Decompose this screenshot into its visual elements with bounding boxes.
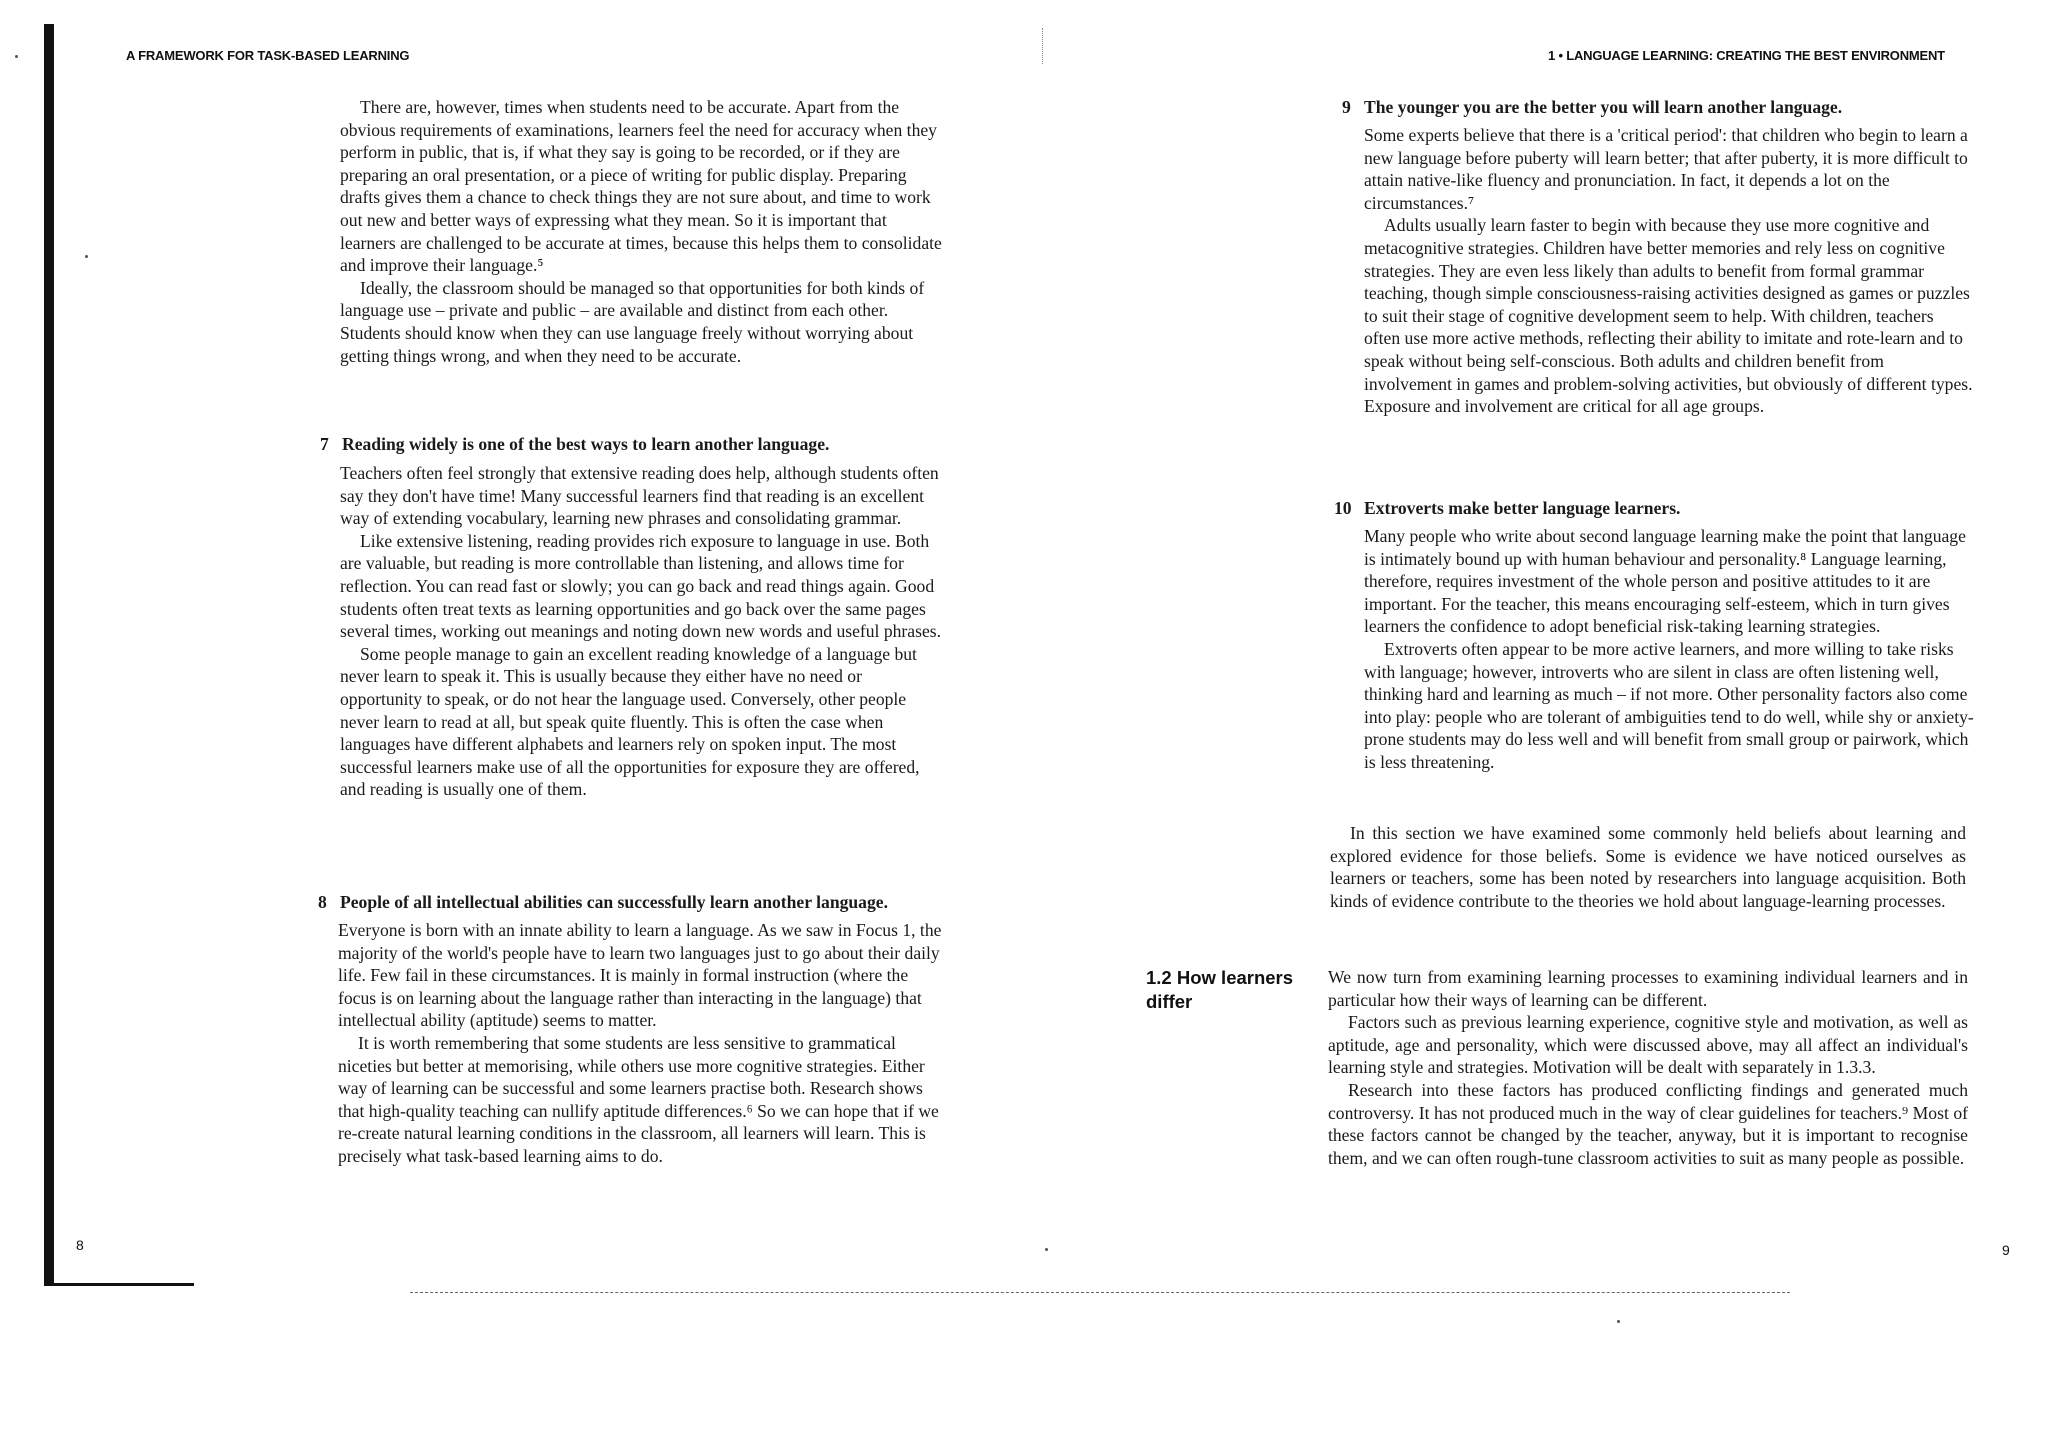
paragraph: Like extensive listening, reading provides rich exposure to language in use. Both are valuable, but reading is more controllable than listening, and allows time for reflection. You can read fast or slowly; you can go back and read things again. Good students often treat texts as learning opportunities and go back over the same pages several times, working out meanings and noting down new words and useful phrases. [340,530,942,642]
scan-speck [15,55,18,58]
item-7-body [340,462,948,801]
paragraph: Adults usually learn faster to begin with because they use more cognitive and metacognitive strategies. Children have better memories and rely less on cognitive strategies. They are even less likely than adults to benefit from formal grammar teaching, though simple consciousness-raising activities designed as games or puzzles to suit their stage of cognitive development seem to help. With children, teachers often use more active methods, reflecting their ability to imitate and rote-learn and to speak without being self-conscious. Both adults and children benefit from involvement in games and problem-solving activities, but obviously of different types. Exposure and involvement are critical for all age groups. [1364,215,1973,417]
page-bottom-rule [44,1283,194,1286]
item-heading-text: People of all intellectual abilities can successfully learn another language. [340,892,888,912]
right-page-number: 9 [2002,1242,2010,1258]
item-heading-text: Reading widely is one of the best ways to learn another language. [342,434,830,454]
item-10-heading [1334,497,1984,519]
paragraph: In this section we have examined some commonly held beliefs about learning and explored evidence for those beliefs. Some is evidence we have noticed ourselves as learners or teachers, some has been noted by researchers into language acquisition. Both kinds of evidence contribute to the theories we hold about language-learning processes. [1330,823,1966,911]
item-heading-text: The younger you are the better you will learn another language. [1364,97,1843,117]
left-intro-text [340,96,945,367]
item-8-body [338,919,946,1168]
scan-speck [1045,1248,1048,1251]
item-9-heading [1342,96,1984,118]
binding-edge [44,24,54,1286]
section-title: How learners differ [1146,967,1294,1012]
item-10-body [1364,525,1974,774]
paragraph: There are, however, times when students need to be accurate. Apart from the obvious requirements of examinations, learners feel the need for accuracy when they perform in public, that is, if what they say is going to be recorded, or if they are preparing an oral presentation, or a piece of writing for public display. Preparing drafts gives them a chance to check things they are not sure about, and time to work out new and better ways of expressing what they mean. So it is important that learners are challenged to be accurate at times, because this helps them to consolidate and improve their language.⁵ [340,97,942,276]
item-number: 9 [1342,97,1351,117]
paragraph: Some people manage to gain an excellent reading knowledge of a language but never learn to speak it. This is usually because they either have no need or opportunity to speak, or do not hear the language used. Conversely, other people never learn to read at all, but speak quite fluently. This is often the case when languages have different alphabets and learners rely on spoken input. The most successful learners make use of all the opportunities for exposure they are offered, and reading is usually one of them. [340,643,920,800]
paragraph: We now turn from examining learning processes to examining individual learners and in particular how their ways of learning can be different. [1328,967,1968,1010]
scan-speck [85,255,88,258]
section-number: 1.2 [1146,967,1172,988]
paragraph: Ideally, the classroom should be managed so that opportunities for both kinds of language use – private and public – are available and distinct from each other. Students should know when they can use language freely without worrying about getting things wrong, and when they need to be accurate. [340,277,925,366]
paragraph: Everyone is born with an innate ability to learn a language. As we saw in Focus 1, the majority of the world's people have to learn two languages just to go about their daily life. Few fail in these circumstances. It is mainly in formal instruction (where the focus is on learning about the language rather than interacting in the language) that intellectual ability (aptitude) seems to matter. [338,920,942,1031]
item-number: 10 [1334,498,1352,518]
right-page [1030,0,2048,1300]
left-running-head: A FRAMEWORK FOR TASK-BASED LEARNING [126,48,410,63]
left-page [0,0,1020,1300]
paragraph: Factors such as previous learning experience, cognitive style and motivation, as well as aptitude, age and personality, which were discussed above, may all affect an individual's learning style and strategies. Motivation will be dealt with separately in 1.3.3. [1328,1012,1968,1078]
paragraph: Some experts believe that there is a 'critical period': that children who begin to learn a new language before puberty will learn better; that after puberty, it is more difficult to attain native-like fluency and pronunciation. In fact, it depends a lot on the circumstances.⁷ [1364,125,1968,213]
item-heading-text: Extroverts make better language learners. [1364,498,1681,518]
paragraph: Many people who write about second language learning make the point that language is intimately bound up with human behaviour and personality.⁸ Language learning, therefore, requires investment of the whole person and positive attitudes to it are important. For the teacher, this means encouraging self-esteem, which in turn gives learners the confidence to adopt beneficial risk-taking learning strategies. [1364,526,1966,637]
item-number: 8 [318,892,327,912]
left-page-number: 8 [76,1237,84,1253]
item-8-heading [318,891,980,913]
paragraph: It is worth remembering that some students are less sensitive to grammatical niceties but better at memorising, while others use more cognitive strategies. Either way of learning can be successful and some learners practise both. Research shows that high-quality teaching can nullify aptitude differences.⁶ So we can hope that if we re-create natural learning conditions in the classroom, all learners will learn. This is precisely what task-based learning aims to do. [338,1032,939,1166]
section-heading [1146,966,1296,1014]
right-running-head: 1 • LANGUAGE LEARNING: CREATING THE BEST ENVIRONMENT [1548,48,1945,63]
item-number: 7 [320,434,329,454]
paragraph: Teachers often feel strongly that extensive reading does help, although students often say they don't have time! Many successful learners find that reading is an excellent way of extending vocabulary, learning new phrases and consolidating grammar. [340,463,939,529]
paragraph: Research into these factors has produced conflicting findings and generated much controversy. It has not produced much in the way of clear guidelines for teachers.⁹ Most of these factors cannot be changed by the teacher, anyway, but it is important to recognise them, and we can often rough-tune classroom activities to suit as many people as possible. [1328,1079,1968,1168]
item-7-heading [320,433,962,455]
section-1-2-body [1328,966,1968,1169]
item-9-body [1364,124,1974,418]
paragraph: Extroverts often appear to be more active learners, and more willing to take risks with language; however, introverts who are silent in class are often listening well, thinking hard and learning as much – if not more. Other personality factors also come into play: people who are tolerant of ambiguities tend to do well, while shy or anxiety-prone students may do less well and will benefit from small group or pairwork, which is less threatening. [1364,638,1974,772]
scan-speck [1617,1320,1620,1323]
section-summary [1330,822,1966,912]
